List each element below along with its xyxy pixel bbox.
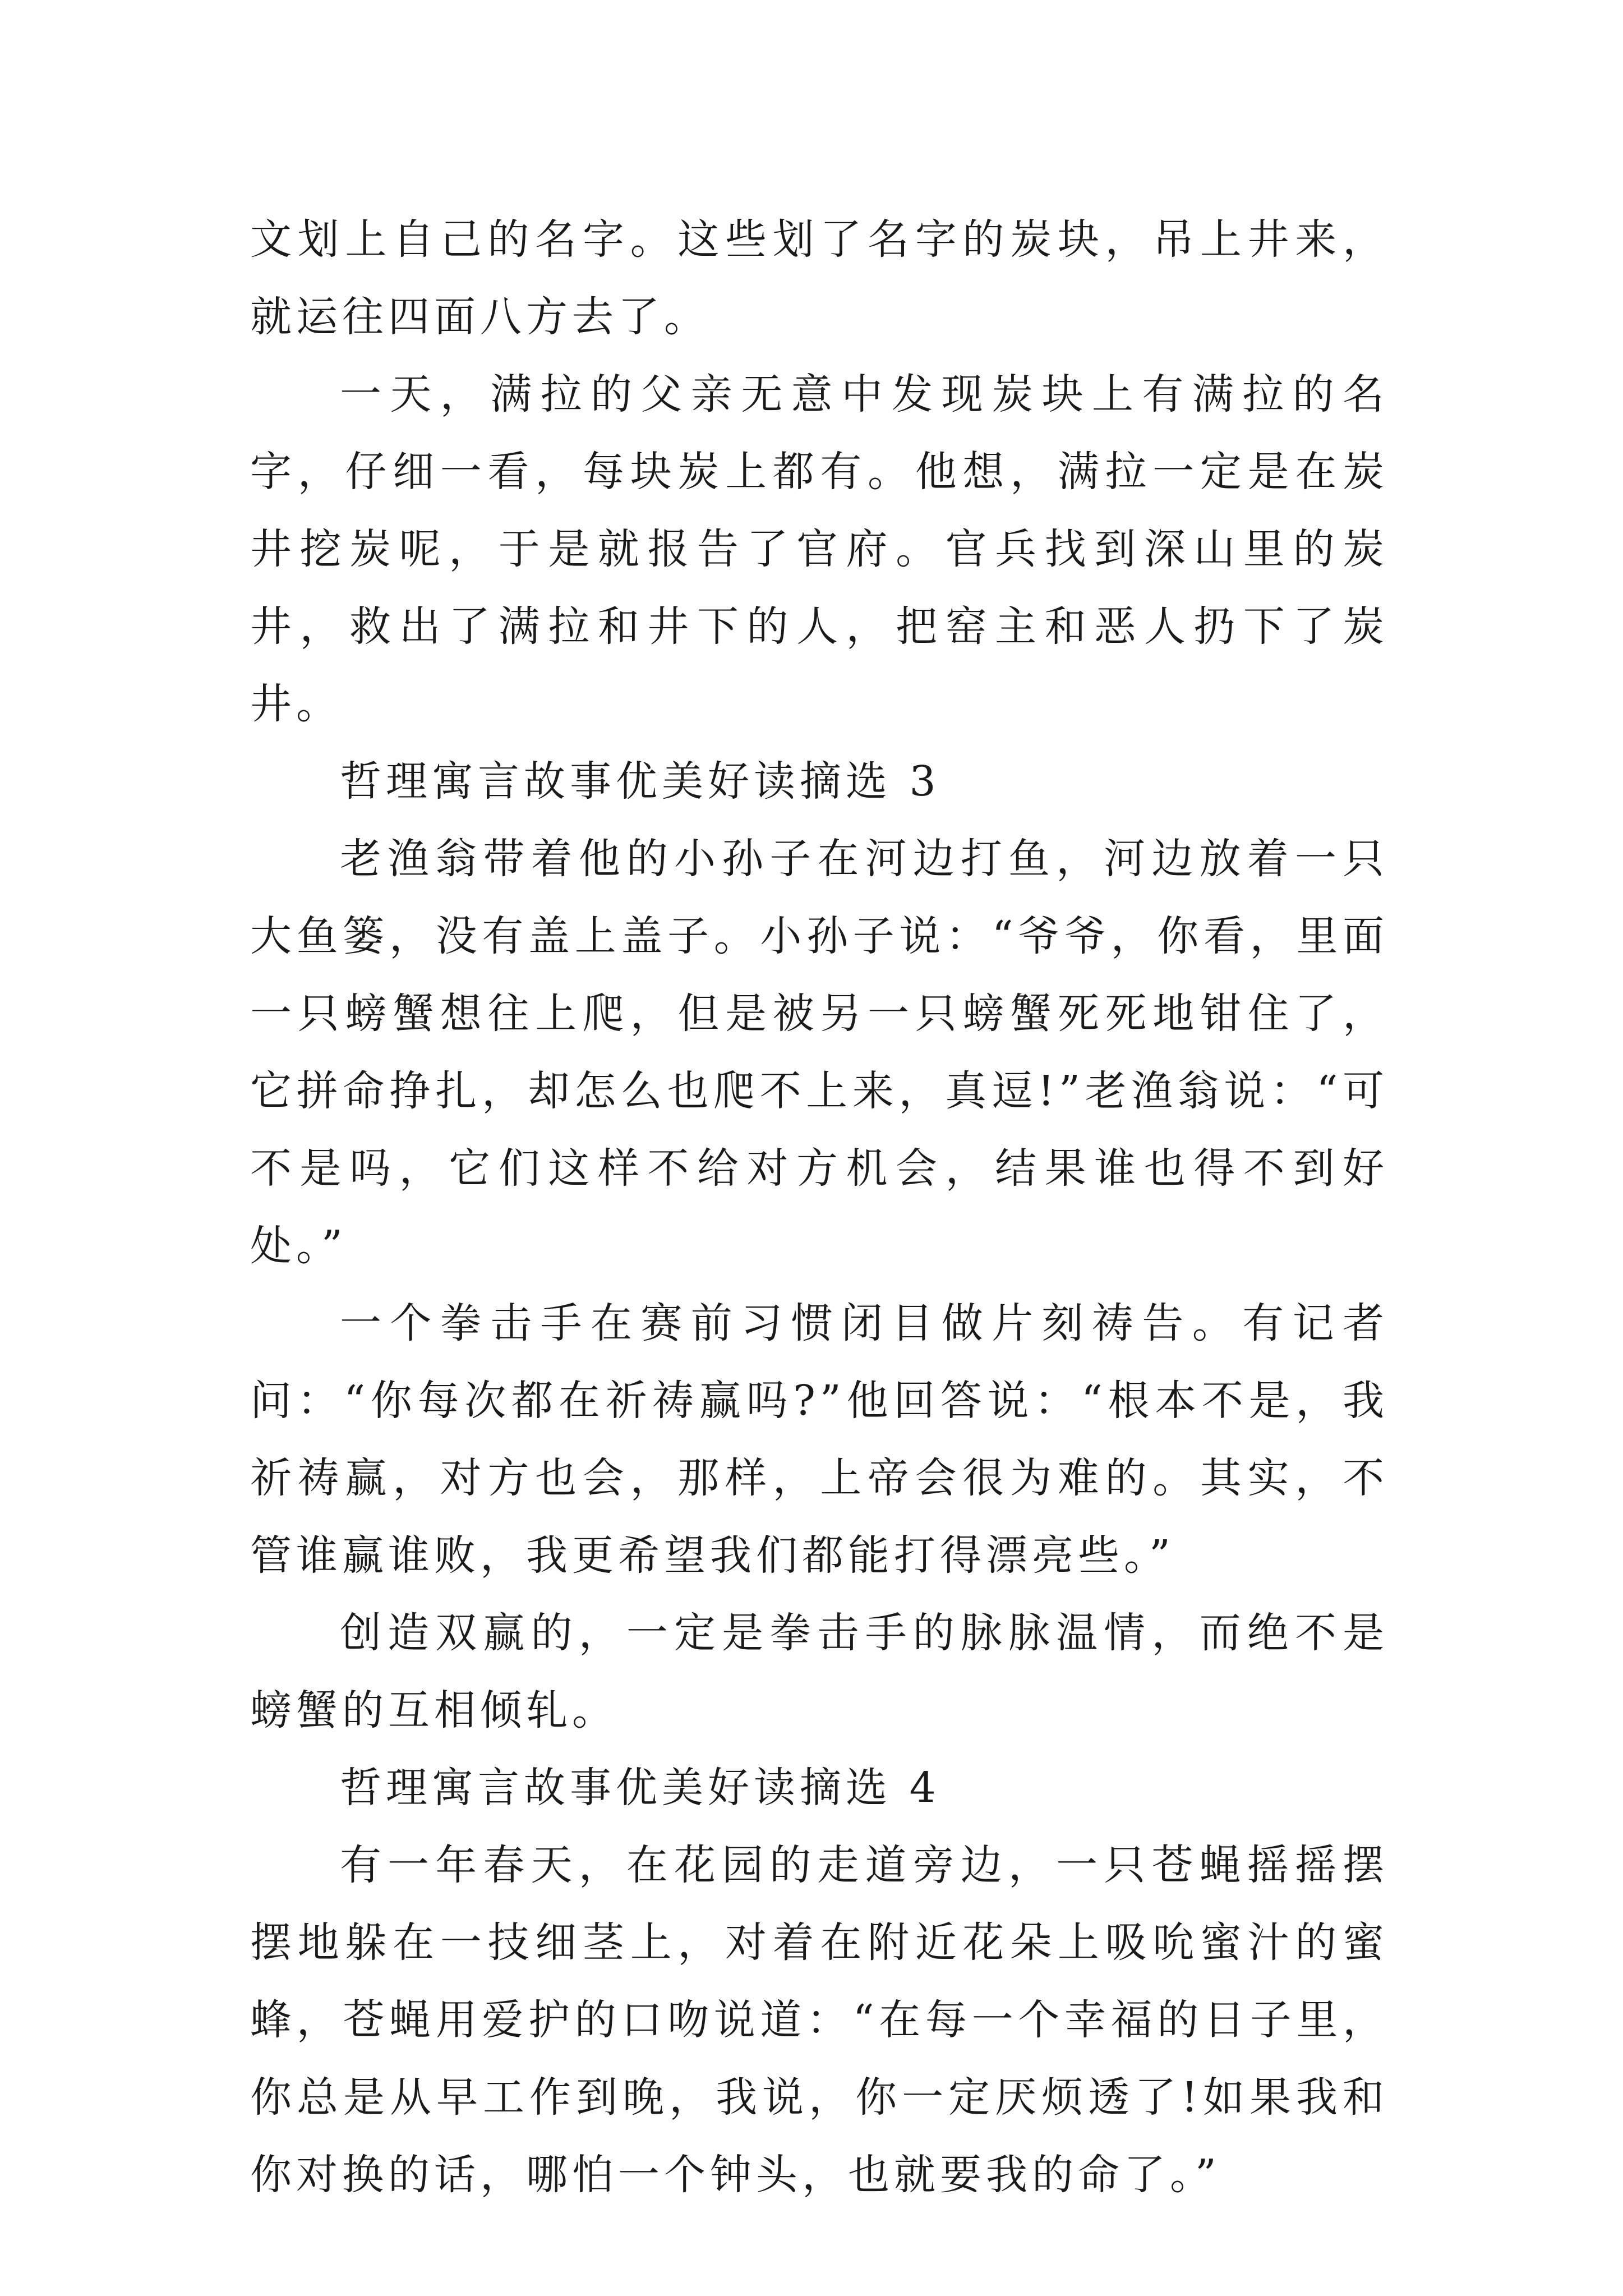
paragraph-1: 文划上自己的名字。这些划了名字的炭块，吊上井来，就运往四面八方去了。 [250, 215, 1389, 341]
document-body [250, 201, 1389, 2214]
paragraph-5: 创造双赢的，一定是拳击手的脉脉温情，而绝不是螃蟹的互相倾轧。 [250, 1609, 1389, 1734]
section-heading-3: 哲理寓言故事优美好读摘选 3 [340, 757, 940, 806]
section-heading-4: 哲理寓言故事优美好读摘选 4 [340, 1764, 940, 1812]
paragraph-3: 老渔翁带着他的小孙子在河边打鱼，河边放着一只大鱼篓，没有盖上盖子。小孙子说：“爷爷，你看，里面一只螃蟹想往上爬，但是被另一只螃蟹死死地钳住了，它拼命挣扎，却怎么也爬不上来，真逗!”老渔翁说：“可不是吗，它们这样不给对方机会，结果谁也得不到好处。” [250, 835, 1389, 1270]
paragraph-2: 一天，满拉的父亲无意中发现炭块上有满拉的名字，仔细一看，每块炭上都有。他想，满拉一定是在炭井挖炭呢，于是就报告了官府。官兵找到深山里的炭井，救出了满拉和井下的人，把窑主和恶人扔下了炭井。 [250, 370, 1389, 728]
paragraph-4: 一个拳击手在赛前习惯闭目做片刻祷告。有记者问：“你每次都在祈祷赢吗?”他回答说：“根本不是，我祈祷赢，对方也会，那样，上帝会很为难的。其实，不管谁赢谁败，我更希望我们都能打得漂亮些。” [250, 1299, 1389, 1580]
paragraph-6: 有一年春天，在花园的走道旁边，一只苍蝇摇摇摆摆地躲在一技细茎上，对着在附近花朵上吸吮蜜汁的蜜蜂，苍蝇用爱护的口吻说道：“在每一个幸福的日子里，你总是从早工作到晚，我说，你一定厌烦透了!如果我和你对换的话，哪怕一个钟头，也就要我的命了。” [250, 1841, 1389, 2199]
